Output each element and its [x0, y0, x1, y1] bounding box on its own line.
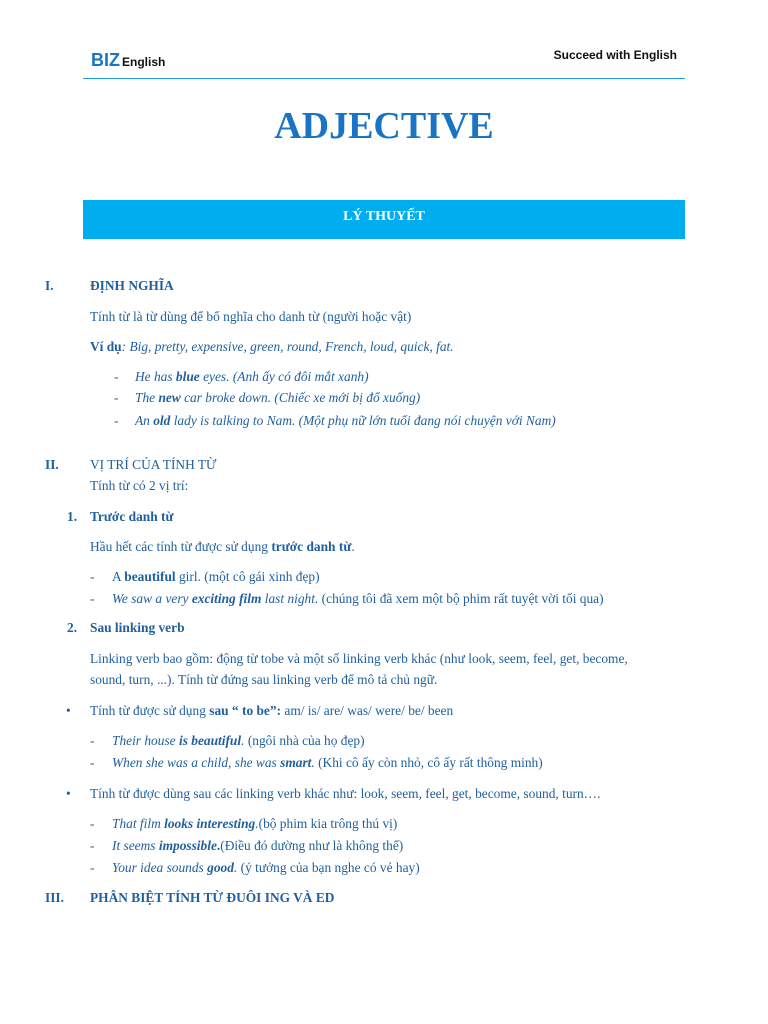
header-slogan: Succeed with English: [553, 48, 677, 62]
page-title: ADJECTIVE: [274, 105, 494, 147]
subsection-2-number: 2.: [67, 620, 78, 635]
section-3-heading: PHÂN BIỆT TÍNH TỪ ĐUÔI ING VÀ ED: [90, 890, 335, 905]
page-header: [83, 48, 685, 78]
point-1-text: Tính từ được sử dụng sau “ to be”: am/ is/ are/ was/ were/ be/ been: [90, 703, 454, 718]
example-item: Your idea sounds good. (ý tưởng của bạn nghe có vẻ hay): [112, 860, 420, 875]
example-item: An old lady is talking to Nam. (Một phụ nữ lớn tuổi đang nói chuyện với Nam): [135, 413, 556, 428]
section-2-number: II.: [45, 457, 59, 472]
brand-light: English: [122, 55, 166, 69]
example-dash: -: [114, 390, 119, 405]
brand-strong: BIZ: [91, 50, 120, 70]
subsection-2-text: Linking verb bao gồm: động từ tobe và một số linking verb khác (như look, seem, feel, get, become, sound, turn, ...). Tính từ đứng sau linking verb để mô tả chủ ngữ.: [90, 651, 628, 687]
example-item: He has blue eyes. (Anh ấy có đôi mắt xanh): [135, 369, 369, 384]
subsection-1-text: Hầu hết các tính từ được sử dụng trước danh từ.: [90, 539, 355, 554]
example-dash: -: [90, 569, 95, 584]
example-dash: -: [114, 413, 119, 428]
example-dash: -: [90, 591, 95, 606]
example-dash: -: [90, 838, 95, 853]
section-1-number: I.: [45, 278, 54, 293]
example-item: It seems impossible.(Điều đó dường như là không thể): [112, 838, 404, 853]
example-dash: -: [114, 369, 119, 384]
subsection-1-number: 1.: [67, 509, 78, 524]
section-3-number: III.: [45, 890, 64, 905]
example-item: When she was a child, she was smart. (Khi cô ấy còn nhỏ, cô ấy rất thông minh): [112, 755, 543, 770]
example-words: : Big, pretty, expensive, green, round, French, loud, quick, fat.: [121, 339, 454, 354]
brand-logo: [91, 50, 165, 71]
example-label: Ví dụ: [90, 339, 122, 354]
example-item: That film looks interesting.(bộ phim kia trông thú vị): [112, 816, 398, 831]
example-dash: -: [90, 860, 95, 875]
example-item: Their house is beautiful. (ngôi nhà của họ đẹp): [112, 733, 365, 748]
subsection-1-heading: Trước danh từ: [90, 509, 174, 524]
section-2-heading: VỊ TRÍ CỦA TÍNH TỪ: [90, 457, 217, 472]
example-dash: -: [90, 733, 95, 748]
example-dash: -: [90, 755, 95, 770]
definition-text: Tính từ là từ dùng để bổ nghĩa cho danh từ (người hoặc vật): [90, 309, 412, 324]
bullet-point: •: [66, 786, 71, 801]
section-banner: LÝ THUYẾT: [83, 200, 685, 239]
subsection-2-heading: Sau linking verb: [90, 620, 185, 635]
example-item: The new car broke down. (Chiếc xe mới bị đổ xuống): [135, 390, 421, 405]
bullet-point: •: [66, 703, 71, 718]
example-dash: -: [90, 816, 95, 831]
header-divider: [83, 78, 685, 79]
section-1-heading: ĐỊNH NGHĨA: [90, 278, 174, 293]
example-item: We saw a very exciting film last night. (chúng tôi đã xem một bộ phim rất tuyệt vời tối qua): [112, 591, 604, 606]
section-2-intro: Tính từ có 2 vị trí:: [90, 478, 189, 493]
point-2-text: Tính từ được dùng sau các linking verb khác như: look, seem, feel, get, become, sound, turn….: [90, 786, 601, 801]
example-line: [90, 339, 454, 355]
example-item: A beautiful girl. (một cô gái xinh đẹp): [112, 569, 320, 584]
